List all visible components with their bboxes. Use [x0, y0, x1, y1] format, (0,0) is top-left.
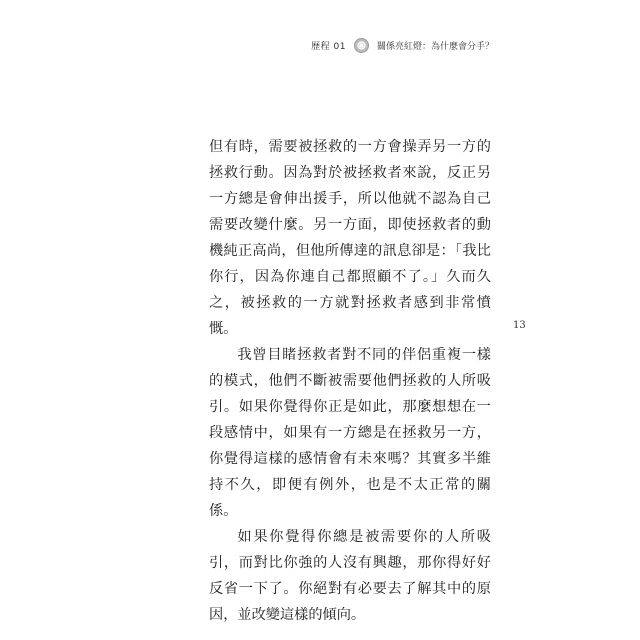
chapter-label: 歷程 01: [311, 42, 346, 52]
cd-disc-icon: [354, 38, 369, 53]
body-text: [209, 134, 491, 628]
paragraph-2: 我曾目睹拯救者對不同的伴侶重複一樣的模式，他們不斷被需要他們拯救的人所吸引。如果你覺得你正是如此，那麼想想在一段感情中，如果有一方總是在拯救另一方，你覺得這樣的感情會有未來嗎？其實多半維持不久，即便有例外，也是不太正常的關係。: [209, 347, 491, 519]
running-header: [311, 38, 494, 53]
paragraph-1: 但有時，需要被拯救的一方會操弄另一方的拯救行動。因為對於被拯救者來說，反正另一方總是會伸出援手，所以他就不認為自己需要改變什麼。另一方面，即使拯救者的動機純正高尚，但他所傳達的訊息卻是：「我比你行，因為你連自己都照顧不了。」久而久之，被拯救的一方就對拯救者感到非常憤慨。: [209, 139, 491, 337]
page-number: 13: [513, 320, 526, 331]
paragraph-3: 如果你覺得你總是被需要你的人所吸引，而對比你強的人沒有興趣，那你得好好反省一下了。你絕對有必要去了解其中的原因，並改變這樣的傾向。: [209, 529, 491, 623]
section-title: 關係亮紅燈：為什麼會分手？: [376, 42, 494, 52]
